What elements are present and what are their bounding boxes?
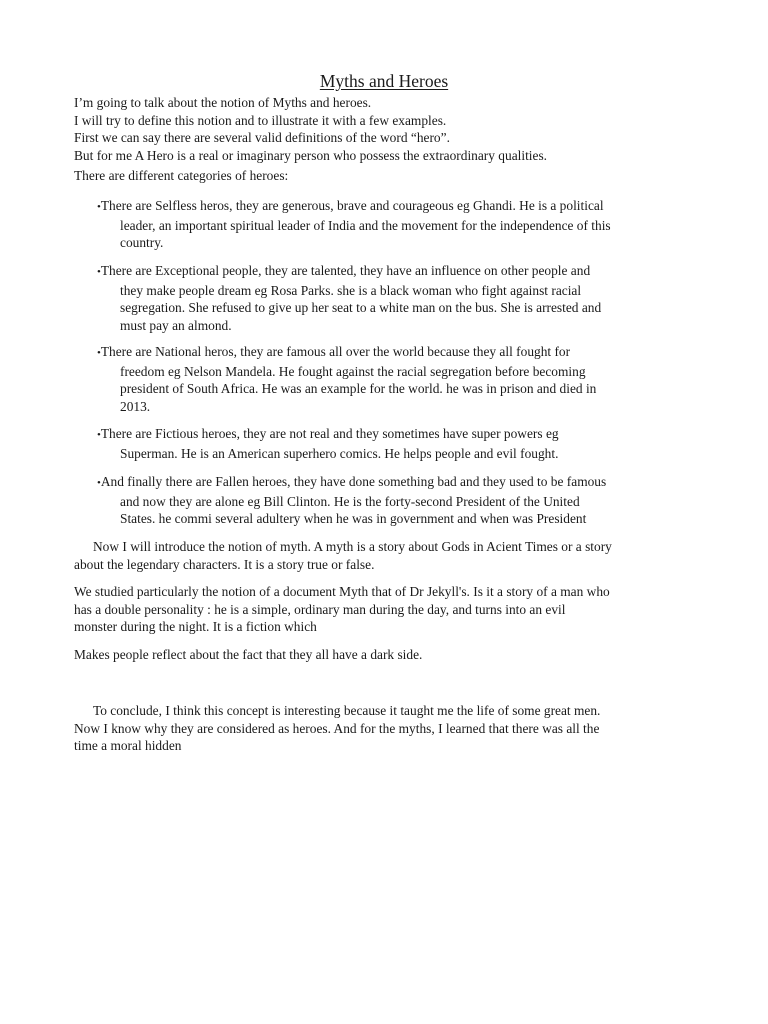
- bullet-icon: •: [97, 429, 101, 441]
- jekyll-paragraph: [74, 583, 734, 636]
- list-item-line: 2013.: [120, 398, 151, 414]
- list-item-exceptional-people: [97, 262, 697, 334]
- intro-line: First we can say there are several valid definitions of the word “hero”.: [74, 130, 450, 146]
- list-item-line: leader, an important spiritual leader of India and the movement for the independence of this: [120, 217, 611, 233]
- paragraph-line: We studied particularly the notion of a document Myth that of Dr Jekyll's. Is it a story of a man who: [74, 584, 610, 599]
- list-item-line: they make people dream eg Rosa Parks. she is a black woman who fight against racial: [120, 282, 582, 298]
- bullet-icon: •: [97, 201, 101, 213]
- list-item-line: must pay an almond.: [120, 317, 232, 333]
- list-item-line: president of South Africa. He was an example for the world. he was in prison and died in: [120, 381, 597, 397]
- list-item-line: segregation. She refused to give up her seat to a white man on the bus. She is arrested and: [120, 300, 602, 316]
- list-item-fallen-heroes: [97, 473, 697, 528]
- intro-line: I will try to define this notion and to illustrate it with a few examples.: [74, 112, 447, 128]
- list-item-line: and now they are alone eg Bill Clinton. He is the forty-second President of the United: [120, 493, 580, 509]
- intro-line: I’m going to talk about the notion of Myths and heroes.: [74, 95, 372, 110]
- paragraph-line: Now I will introduce the notion of myth. A myth is a story about Gods in Acient Times or a story: [93, 539, 612, 554]
- list-item-line: There are Selfless heros, they are generous, brave and courageous eg Ghandi. He is a political: [100, 198, 604, 213]
- list-item-line: freedom eg Nelson Mandela. He fought against the racial segregation before becoming: [120, 363, 586, 379]
- bullet-icon: •: [97, 477, 101, 489]
- paragraph-line: Now I know why they are considered as heroes. And for the myths, I learned that there was all the: [74, 720, 600, 736]
- list-item-selfless-heros: [97, 197, 697, 252]
- dark-side-paragraph: [74, 646, 734, 664]
- paragraph-line: monster during the night. It is a fiction which: [74, 619, 317, 635]
- list-item-line: Superman. He is an American superhero comics. He helps people and evil fought.: [120, 445, 559, 461]
- myth-paragraph: [74, 538, 734, 573]
- list-item-fictious-heroes: [97, 425, 697, 462]
- paragraph-line: To conclude, I think this concept is interesting because it taught me the life of some great men.: [93, 703, 601, 718]
- bullet-icon: •: [97, 266, 101, 278]
- list-item-line: There are Exceptional people, they are talented, they have an influence on other people and: [100, 263, 591, 278]
- paragraph-line: about the legendary characters. It is a story true or false.: [74, 556, 375, 572]
- document-title: Myths and Heroes: [319, 71, 449, 91]
- paragraph-line: has a double personality : he is a simple, ordinary man during the day, and turns into an evil: [74, 601, 566, 617]
- list-item-line: country.: [120, 235, 164, 251]
- list-item-line: There are National heros, they are famous all over the world because they all fought for: [100, 344, 571, 359]
- paragraph-line: time a moral hidden: [74, 738, 182, 754]
- intro-paragraph: [74, 94, 714, 164]
- list-item-line: There are Fictious heroes, they are not real and they sometimes have super powers eg: [100, 426, 559, 441]
- paragraph-line: Makes people reflect about the fact that they all have a dark side.: [74, 647, 423, 662]
- list-item-line: States. he commi several adultery when he was in government and when was President: [120, 511, 587, 527]
- categories-heading: There are different categories of heroes:: [74, 168, 289, 183]
- list-item-national-heros: [97, 343, 697, 415]
- intro-line: But for me A Hero is a real or imaginary person who possess the extraordinary qualities.: [74, 147, 548, 163]
- conclusion-paragraph: [74, 702, 734, 755]
- list-item-line: And finally there are Fallen heroes, they have done something bad and they used to be famous: [100, 474, 607, 489]
- bullet-icon: •: [97, 347, 101, 359]
